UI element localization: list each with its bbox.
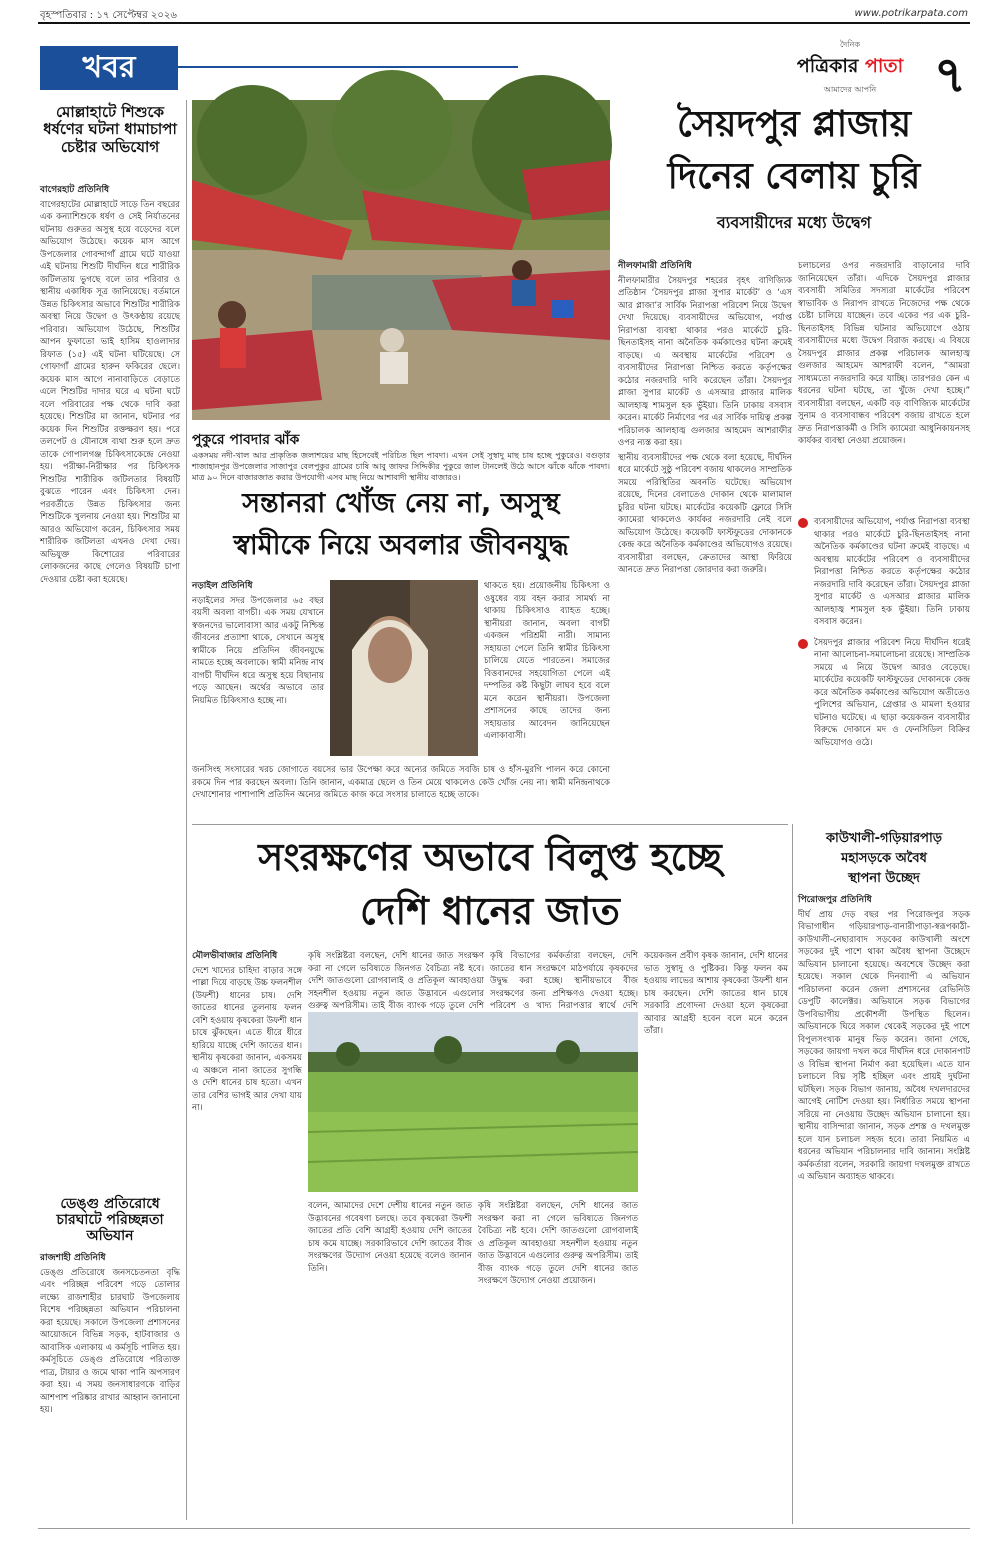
section-tab <box>40 46 178 90</box>
pullquote-item-2 <box>798 637 970 750</box>
molla-body <box>40 184 180 1184</box>
website-url[interactable]: www.potrikarpata.com <box>854 8 968 19</box>
pullquote-text-1: ব্যবসায়ীদের অভিযোগ, পর্যাপ্ত নিরাপত্তা ব্যবস্থা থাকার পরও মার্কেটে চুরি-ছিনতাইসহ নানা অনৈতিক কর্মকাণ্ডের ঘটনা ক্রমেই বাড়ছে। এ অবস্থায় মার্কেটের পরিবেশ ও ব্যবসায়ীদের নিরাপত্তা নিশ্চিত করতে কর্তৃপক্ষের কঠোর নজরদারি দাবি করেছেন তাঁরা। সৈয়দপুর প্লাজা সুপার মার্কেট ও এসআর প্লাজার মালিক আলহাজ্ব শামসুল হক ভুঁইয়া। তিনি ঢাকায় বসবাস করেন। <box>814 517 970 627</box>
rice-text-5: কৃষি বিভাগের কর্মকর্তারা বলছেন, দেশি জাতের ধান সংরক্ষণে মাঠপর্যায়ে কৃষকদের উদ্বুদ্ধ করা হচ্ছে। স্থানীয়ভাবে বীজ সংরক্ষণের জন্য প্রশিক্ষণও দেওয়া হচ্ছে। পরিবেশ ও খাদ্য নিরাপত্তার স্বার্থে দেশি <box>490 951 638 1011</box>
rice-col-3-top <box>490 950 638 1011</box>
pond-caption-title: পুকুরে পাবদার ঝাঁক <box>192 432 300 448</box>
saidpur-text-3: চলাচলের ওপর নজরদারি বাড়ানোর দাবি জানিয়েছেন তাঁরা। এদিকে সৈয়দপুর প্লাজার ব্যবসায়ী সমিতির সদস্যরা মার্কেটের পরিবেশ স্বাভাবিক ও নিরাপদ রাখতে নিজেদের পক্ষ থেকে চেষ্টা চালিয়ে যাচ্ছেন। তবে একের পর এক চুরি-ছিনতাইসহ বিভিন্ন ঘটনার অভিযোগে ওঠায় ব্যবসায়ীদের মধ্যে উদ্বেগ বিরাজ করছে। এ বিষয়ে সৈয়দপুর প্লাজার প্রকল্প পরিচালক আলহাজ্ব গুলজার আহমেদ আশরাফী বলেন, “আমরা সাধ্যমতো নজরদারি করে যাচ্ছি। তারপরও কেন এ ধরনের ঘটনা ঘটছে, তা খুঁজে দেখা হচ্ছে।” ব্যবসায়ীরা বলছেন, একটি বড় বাণিজ্যিক মার্কেটের সুনাম ও ব্যবসাবান্ধব পরিবেশ বজায় রাখতে হলে দ্রুত নিরাপত্তাকর্মী ও সিসি ক্যামেরা আধুনিকায়নসহ কার্যকর ব্যবস্থা নেওয়া প্রয়োজন। <box>798 261 970 446</box>
section-label: খবর <box>82 49 136 85</box>
section-rule <box>178 66 518 68</box>
rice-col-2-top <box>308 950 484 1011</box>
molla-byline: বাগেরহাট প্রতিনিধি <box>40 185 110 195</box>
pullquote-item-1 <box>798 516 970 629</box>
logo-name-b: পাতা <box>864 55 904 77</box>
rice-text-4: কয়েকজন প্রবীণ কৃষক জানান, দেশি ধানের ভাত সুস্বাদু ও পুষ্টিকর। কিন্তু ফলন কম হওয়ায় লাভের আশায় কৃষকেরা উফশী ধান চাষ করছেন। দেশি জাতের ধান চাষে সরকারি প্রণোদনা দেওয়া হলে কৃষকেরা আবার আগ্রহী হবেন বলে মনে করেন তাঁরা। <box>644 951 788 1036</box>
road-byline: পিরোজপুর প্রতিনিধি <box>798 895 872 905</box>
saidpur-text-2: স্থানীয় ব্যবসায়ীদের পক্ষ থেকে বলা হয়েছে, দীর্ঘদিন ধরে মার্কেটে সুষ্ঠু পরিবেশ বজায় থাকলেও সাম্প্রতিক সময়ে পরিস্থিতির অবনতি ঘটেছে। অভিযোগ রয়েছে, দিনের বেলাতেও দোকান থেকে মালামাল চুরির ঘটনা ঘটছে। মার্কেটের কয়েকটি ফ্লোরে সিসি ক্যামেরা থাকলেও কার্যকর নজরদারি নেই বলে অভিযোগ উঠেছে। কয়েকটি ফাস্টফুডের দোকানকে কেন্দ্র করে অনৈতিক কর্মকাণ্ডের অভিযোগও রয়েছে। ব্যবসায়ীরা বলছেন, ক্রেতাদের আস্থা ফিরিয়ে আনতে দ্রুত নিরাপত্তা জোরদার করা জরুরি। <box>618 452 792 575</box>
molla-headline: মোল্লাহাটে শিশুকে ধর্ষণের ঘটনা ধামাচাপা চেষ্টার অভিযোগ <box>43 103 177 156</box>
dengue-headline: ডেঙ্গু প্রতিরোধে চারঘাটে পরিচ্ছন্নতা অভিযান <box>56 1196 164 1245</box>
issue-date: বৃহস্পতিবার : ১৭ সেপ্টেম্বর ২০২৬ <box>40 10 177 21</box>
widow-headline-2: স্বামীকে নিয়ে অবলার জীবনযুদ্ধ <box>233 530 569 561</box>
rice-text-3: বলেন, আমাদের দেশে দেশীয় ধানের নতুন জাত উদ্ভাবনের গবেষণা চলছে। তবে কৃষকেরা উফশী জাতের প্রতি বেশি আগ্রহী হওয়ায় দেশি জাতের চাষ কমে যাচ্ছে। সরকারিভাবে দেশি জাতের বীজ সংরক্ষণের উদ্যোগ নেওয়া হয়েছে বলেও জানান তিনি। <box>308 1201 472 1274</box>
logo-top: দৈনিক <box>839 40 861 49</box>
masthead-logo <box>780 40 920 96</box>
pond-caption-right <box>378 428 610 450</box>
road-headline-3: স্থাপনা উচ্ছেদ <box>848 871 920 886</box>
column-divider-right <box>792 824 793 1524</box>
widow-text-3: থাকতে হয়। প্রয়োজনীয় চিকিৎসা ও ওষুধের ব্যয় বহন করার সামর্থ্য না থাকায় চিকিৎসাও ব্যাহত হচ্ছে। স্থানীয়রা জানান, অবলা বাগচী একজন পরিশ্রমী নারী। সামান্য সহায়তা পেলে তিনি স্বামীর চিকিৎসা চালিয়ে যেতে পারতেন। সমাজের বিত্তবানদের সহযোগিতা পেলে এই দম্পতির কষ্ট কিছুটা লাঘব হবে বলে মনে করেন স্থানীয়রা। উপজেলা প্রশাসনের কাছে তাদের জন্য সহায়তার আবেদন জানিয়েছেন এলাকাবাসী। <box>484 581 610 741</box>
road-text: দীর্ঘ প্রায় দেড় বছর পর পিরোজপুর সড়ক বিভাগাধীন গড়িয়ারপাড়-বানারীপাড়া-স্বরূপকাঠী-কাউখালী-নেছারাবাদ সড়কের কাউখালী অংশে সড়কের দুই পাশে থাকা অবৈধ স্থাপনা উচ্ছেদে অভিযান চালানো হয়েছে। অবশেষে উচ্ছেদ করা হয়েছে। সকাল থেকে দিনব্যাপী এ অভিযান পরিচালনা করেন জেলা প্রশাসনের রেভিনিউ ডেপুটি কালেক্টর। অভিযানে সড়ক বিভাগের উপবিভাগীয় প্রকৌশলী উপস্থিত ছিলেন। অভিযানকে ঘিরে সকাল থেকেই সড়কের দুই পাশে বিপুলসংখ্যক মানুষ ভিড় করেন। জানা গেছে, সড়কের জায়গা দখল করে দীর্ঘদিন ধরে দোকানপাট ও বিভিন্ন স্থাপনা নির্মাণ করা হয়েছিল। এতে যান চলাচলে বিঘ্ন সৃষ্টি হচ্ছিল এবং প্রায়ই দুর্ঘটনা ঘটছিল। সড়ক বিভাগ জানায়, অবৈধ দখলদারদের আগেই নোটিশ দেওয়া হয়। নির্ধারিত সময়ে স্থাপনা সরিয়ে না নেওয়ায় উচ্ছেদ অভিযান চালানো হয়। স্থানীয় বাসিন্দারা জানান, সড়ক প্রশস্ত ও দখলমুক্ত হলে যান চলাচল সহজ হবে। তারা নিয়মিত এ ধরনের অভিযান পরিচালনার দাবি জানান। সংশ্লিষ্ট কর্মকর্তারা বলেন, সরকারি জায়গা দখলমুক্ত রাখতে এ অভিযান অব্যাহত থাকবে। <box>798 909 970 1182</box>
rice-headline-2: দেশি ধানের জাত <box>360 889 620 933</box>
pullquote-text-2: সৈয়দপুর প্লাজার পরিবেশ নিয়ে দীর্ঘদিন ধরেই নানা আলোচনা-সমালোচনা রয়েছে। সাম্প্রতিক সময়ে এ নিয়ে উদ্বেগ আরও বেড়েছে। মার্কেটের কয়েকটি ফাস্টফুডের দোকানকে কেন্দ্র করে অনৈতিক কর্মকাণ্ডের অভিযোগ অতীতেও পুলিশের অভিযান, গ্রেপ্তার ও মামলা হওয়ার ঘটনাও ঘটেছে। এ ছাড়া কয়েকজন ব্যবসায়ীর বিরুদ্ধে দোকানে মদ ও ফেনসিডিল বিক্রির অভিযোগও ওঠে। <box>814 637 970 748</box>
widow-photo <box>330 580 478 756</box>
pullquote-box <box>798 516 970 749</box>
logo-tagline: আমাদের আপনি <box>823 85 877 94</box>
saidpur-byline: নীলফামারী প্রতিনিধি <box>618 261 692 271</box>
saidpur-headline-1: সৈয়দপুর প্লাজায় <box>676 104 912 145</box>
rice-top-rule <box>192 824 788 825</box>
rice-col-1 <box>192 950 302 1520</box>
saidpur-col-1 <box>618 260 792 900</box>
road-headline-1: কাউখালী-গড়িয়ারপাড় <box>825 831 943 846</box>
saidpur-text-1: নীলফামারীর সৈয়দপুর শহরের বৃহৎ বাণিজ্যিক প্রতিষ্ঠান ‘সৈয়দপুর প্লাজা সুপার মার্কেট’ ও ‘এস আর প্লাজা’র সার্বিক নিরাপত্তা পরিবেশ নিয়ে উদ্বেগ দেখা দিয়েছে। ব্যবসায়ীদের অভিযোগ, পর্যাপ্ত নিরাপত্তা ব্যবস্থা থাকার পরও মার্কেটে চুরি-ছিনতাইসহ নানা অনৈতিক কর্মকাণ্ডের ঘটনা ক্রমেই বাড়ছে। এ অবস্থায় মার্কেটের পরিবেশ ও ব্যবসায়ীদের নিরাপত্তা নিশ্চিত করতে কর্তৃপক্ষের কঠোর নজরদারি দাবি করেছেন তাঁরা। সৈয়দপুর প্লাজা সুপার মার্কেট ও এসআর প্লাজার মালিক আলহাজ্ব শামসুল হক ভুঁইয়া। তিনি ঢাকায় বসবাস করেন। মার্কেট নির্মাণের পর এর সার্বিক দায়িত্ব প্রকল্প পরিচালক আলহাজ্ব গুলজার আহমেদ আশরাফীর ওপর ন্যস্ত করা হয়। <box>618 275 792 448</box>
molla-text: বাগেরহাটের মোল্লাহাটে সাড়ে তিন বছরের এক কন্যাশিশুকে ধর্ষণ ও সেই নির্যাতনের ঘটনায় গুরুতর অসুস্থ হয়ে বড়েদের বলে অভিযোগ উঠেছে। কয়েক মাস আগে উপজেলার গোবন্দাগাঁ গ্রামে ঘটে যাওয়া এই ঘটনায় শিশুটি দীর্ঘদিন ধরে শারীরিক জটিলতায় ভুগছে বলে তার পরিবার ও স্থানীয় একাধিক সূত্র জানিয়েছে। বর্তমানে উন্নত চিকিৎসার অভাবে শিশুটির শারীরিক অবস্থা নিয়ে উদ্বেগ ও উৎকণ্ঠায় রয়েছে পরিবার। অভিযোগ উঠেছে, শিশুটির আপন ফুফাতো ভাই হাসিম হাওলাদার রিফাত (১৫) এই ঘটনা ঘটিয়েছে। সে গোফাগাঁ গ্রামের হারুন ফকিরের ছেলে। কয়েক মাস আগে নানাবাড়িতে বেড়াতে এলে শিশুটির দাদার ঘরে এ ঘটনা ঘটে বলে পরিবারের পক্ষ থেকে দাবি করা হয়েছে। শিশুটির মা জানান, ঘটনার পর কয়েক দিন শিশুটির রক্তক্ষরণ হয়। পরে তলপেট ও যৌনাঙ্গে ব্যথা শুরু হলে দ্রুত তাকে গোপালগঞ্জ চিকিৎসাকেন্দ্রে নেওয়া হয়। পরীক্ষা-নিরীক্ষার পর চিকিৎসক শিশুটির শারীরিক জটিলতার বিষয়টি বুঝতে পারেন এবং চিকিৎসা দেন। পরবর্তীতে উন্নত চিকিৎসার জন্য শিশুটিকে খুলনায় নেওয়া হয়। শিশুটির মা আরও অভিযোগ করেন, চিকিৎসার সময় শারীরিক জটিলতা এখনও দেখা দেয়। অভিযুক্ত কিশোরের পরিবারের লোকজনের কাছে গেলেও বিষয়টি চাপা দেওয়ার চেষ্টা করা হয়েছে। <box>40 199 180 585</box>
pond-caption-body: একসময় নদী-খাল আর প্রাকৃতিক জলাশয়ের মাছ হিসেবেই পরিচিত ছিল পাবদা। এখন সেই সুস্বাদু মাছ চাষ হচ্ছে পুকুরেও। বগুড়ার শাজাহানপুর উপজেলার সাজাপুর বেলপুকুর গ্রামের চাষি আবু জাফর সিদ্দিকীর পুকুরে জাল টানলেই উঠে আসে ঝাঁকে ঝাঁকে পাবদা। মাত্র ৯০ দিনে বাজারজাত করার উপযোগী এসব মাছ নিয়ে আশাবাদী স্থানীয় বাজারও। <box>192 451 610 482</box>
dengue-byline: রাজশাহী প্রতিনিধি <box>40 1253 106 1263</box>
saidpur-headline-2: দিনের বেলায় চুরি <box>667 156 921 197</box>
rice-byline: মৌলভীবাজার প্রতিনিধি <box>192 951 278 961</box>
widow-photo-image <box>330 580 478 756</box>
page-number: ৭ <box>933 46 967 104</box>
rice-col-2-bottom <box>308 1200 472 1520</box>
rice-col-4 <box>644 950 788 1520</box>
dengue-text: ডেঙ্গু প্রতিরোধে জনসচেতনতা বৃদ্ধি এবং পরিচ্ছন্ন পরিবেশ গড়ে তোলার লক্ষ্যে রাজশাহীর চারঘাট উপজেলায় বিশেষ পরিচ্ছন্নতা অভিযান পরিচালনা করা হয়েছে। সকালে উপজেলা প্রশাসনের আয়োজনে বিভিন্ন সড়ক, হাটবাজার ও আবাসিক এলাকায় এ কর্মসূচি পালিত হয়। কর্মসূচিতে ডেঙ্গু প্রতিরোধে পরিত্যক্ত পাত্র, টায়ার ও জমে থাকা পানি অপসারণ করা হয়। এ সময় জনসাধারণকে বাড়ির আশপাশ পরিষ্কার রাখার আহ্বান জানানো হয়। <box>40 1267 180 1415</box>
paddy-photo-image <box>308 1012 638 1192</box>
bottom-rule <box>38 1528 970 1529</box>
rice-text-2b: কৃষি সংশ্লিষ্টরা বলছেন, দেশি ধানের জাত সংরক্ষণ করা না গেলে ভবিষ্যতে জিনগত বৈচিত্র্য নষ্ট হবে। দেশি জাতগুলো রোগবালাই ও প্রতিকূল আবহাওয়া সহনশীল হওয়ায় নতুন জাত উদ্ভাবনে এগুলোর গুরুত্ব অপরিসীম। তাই বীজ ব্যাংক গড়ে তুলে দেশি ধানের জাত সংরক্ষণে উদ্যোগ নেওয়া প্রয়োজন। <box>478 1201 638 1286</box>
saidpur-col-2 <box>798 260 970 560</box>
road-headline-2: মহাসড়কে অবৈধ <box>841 851 927 866</box>
dengue-body <box>40 1252 180 1522</box>
column-divider-left <box>186 100 187 1520</box>
widow-text-2: জনসিংহ সংসারের খরচ জোগাতে বয়সের ভার উপেক্ষা করে অন্যের জমিতে সবজি চাষ ও হাঁস-মুরগি পালন করে কোনো রকমে দিন পার করছেন অবলা। তিনি জানান, একমাত্র ছেলে ও তিন মেয়ে থাকলেও কেউ খোঁজ নেয় না। স্বামী মনিন্দ্রনাথকে দেখাশোনার পাশাপাশি প্রতিদিন অন্যের জমিতে কাজ করে সংসার চালাতে হচ্ছে তাকে। <box>192 765 610 800</box>
paddy-photo <box>308 1012 638 1192</box>
red-bullet-icon <box>798 639 808 649</box>
saidpur-subhead: ব্যবসায়ীদের মধ্যে উদ্বেগ <box>716 213 872 232</box>
logo-name <box>797 52 903 84</box>
logo-name-a: পত্রিকার <box>796 55 865 77</box>
pond-photo <box>192 100 610 420</box>
top-rule <box>38 22 970 24</box>
widow-byline: নড়াইল প্রতিনিধি <box>192 581 253 591</box>
red-bullet-icon <box>798 518 808 528</box>
road-body <box>798 894 970 1520</box>
rice-col-3-bottom <box>478 1200 638 1520</box>
rice-text-1: দেশে খাদ্যের চাহিদা বাড়ার সঙ্গে পাল্লা দিয়ে বাড়ছে উচ্চ ফলনশীল (উফশী) ধানের চাষ। দেশি জাতের ধানের তুলনায় ফলন বেশি হওয়ায় কৃষকেরা উফশী ধান চাষে ঝুঁকছেন। এতে ধীরে ধীরে হারিয়ে যাচ্ছে দেশি জাতের ধান। স্থানীয় কৃষকেরা জানান, একসময় এ অঞ্চলে নানা জাতের সুগন্ধি ও দেশি ধানের চাষ হতো। এখন তার বেশির ভাগই আর দেখা যায় না। <box>192 965 302 1113</box>
widow-text-1: নড়াইলের সদর উপজেলার ৬৫ বছর বয়সী অবলা বাগচী। এক সময় যেখানে স্বজনদের ভালোবাসা আর একটু নিশ্চিন্ত জীবনের প্রত্যাশা থাকে, সেখানে অসুস্থ স্বামীকে নিয়ে প্রতিদিন জীবনযুদ্ধে নামতে হচ্ছে অবলাকে। স্বামী মনিন্দ্র নাথ বাগচী দীর্ঘদিন ধরে অসুস্থ হয়ে বিছানায় পড়ে আছেন। অর্থের অভাবে তার নিয়মিত চিকিৎসাও হচ্ছে না। <box>192 595 324 706</box>
rice-headline-1: সংরক্ষণের অভাবে বিলুপ্ত হচ্ছে <box>258 835 722 879</box>
pond-photo-image <box>192 100 610 420</box>
rice-text-2: কৃষি সংশ্লিষ্টরা বলছেন, দেশি ধানের জাত সংরক্ষণ করা না গেলে ভবিষ্যতে জিনগত বৈচিত্র্য নষ্ট হবে। দেশি জাতগুলো রোগবালাই ও প্রতিকূল আবহাওয়া সহনশীল হওয়ায় নতুন জাত উদ্ভাবনে এগুলোর গুরুত্ব অপরিসীম। তাই বীজ ব্যাংক গড়ে তুলে দেশি <box>308 951 484 1011</box>
widow-headline-1: সন্তানরা খোঁজ নেয় না, অসুস্থ <box>242 488 560 519</box>
widow-bottom <box>192 764 610 818</box>
